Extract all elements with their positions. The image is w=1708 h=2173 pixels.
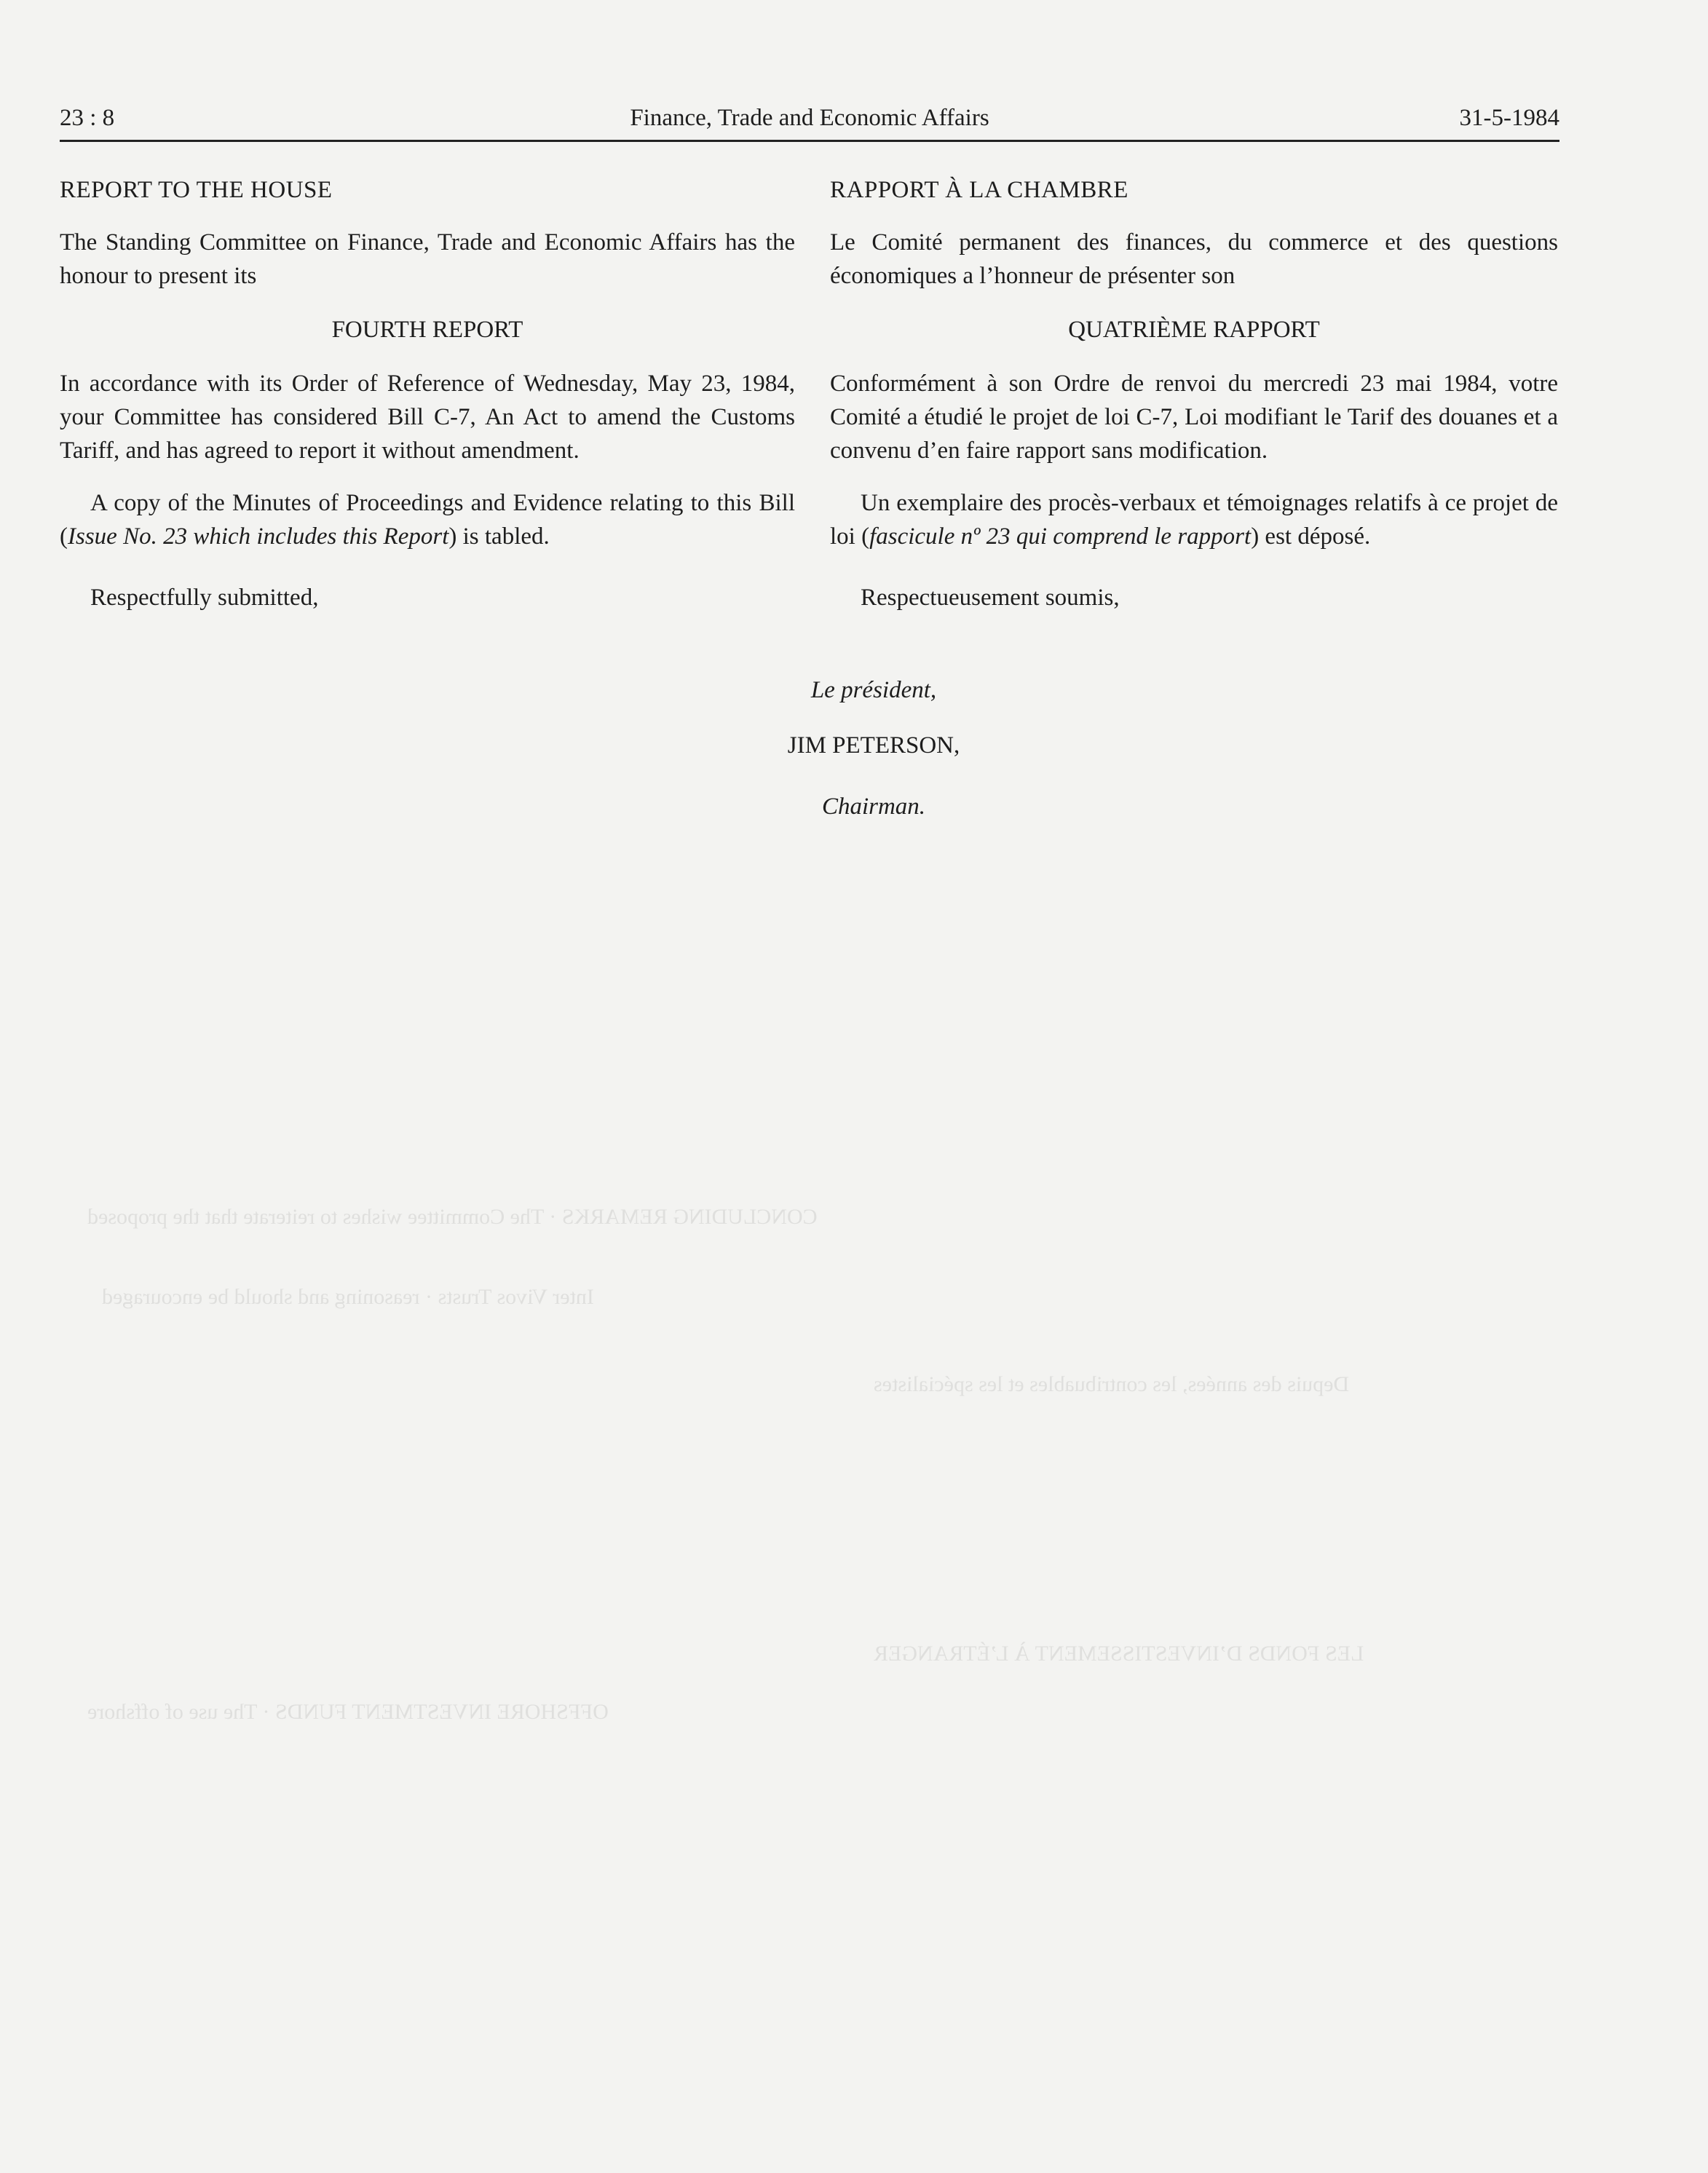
running-title: Finance, Trade and Economic Affairs (630, 105, 989, 131)
show-through-text: Inter Vivos Trusts · reasoning and should be encouraged (102, 1285, 594, 1309)
english-column (60, 173, 795, 614)
page-header (60, 102, 1559, 138)
body-paragraph-fr: Conformément à son Ordre de renvoi du mercredi 23 mai 1984, votre Comité a étudié le projet de loi C-7, Loi modifiant le Tarif des douanes et a convenu d’en faire rapport sans modification. (830, 371, 1558, 464)
report-heading: REPORT TO THE HOUSE (60, 177, 333, 203)
copy-paragraph: A copy of the Minutes of Proceedings and Evidence relating to this Bill (Issue No. 23 which includes this Report) is tabled. (60, 490, 795, 550)
intro-paragraph: The Standing Committee on Finance, Trade and Economic Affairs has the honour to present its (60, 229, 795, 289)
signature-name: JIM PETERSON, (787, 732, 960, 759)
signature-title-en: Chairman. (821, 793, 926, 820)
show-through-text: Depuis des années, les contribuables et les spécialistes (874, 1372, 1350, 1396)
show-through-text: LES FONDS D’INVESTISSEMENT À L’ÉTRANGER (874, 1642, 1364, 1666)
show-through-text: OFFSHORE INVESTMENT FUNDS · The use of offshore (87, 1700, 609, 1724)
closing-line-fr: Respectueusement soumis, (861, 585, 1120, 611)
page-number: 23 : 8 (60, 105, 115, 131)
show-through-text: CONCLUDING REMARKS · The Committee wishes to reiterate that the proposed (87, 1205, 818, 1229)
report-heading-fr: RAPPORT À LA CHAMBRE (830, 177, 1128, 203)
signature-title-fr: Le président, (810, 677, 937, 703)
closing-line: Respectfully submitted, (90, 585, 319, 611)
header-rule (60, 140, 1559, 142)
body-paragraph: In accordance with its Order of Reference of Wednesday, May 23, 1984, your Committee has considered Bill C-7, An Act to amend the Customs Tariff, and has agreed to report it without amendment. (60, 371, 795, 464)
french-column (830, 173, 1558, 614)
header-date: 31-5-1984 (1459, 105, 1559, 131)
copy-paragraph-fr: Un exemplaire des procès-verbaux et témoignages relatifs à ce projet de loi (fascicule nº 23 qui comprend le rapport) est déposé. (830, 490, 1558, 550)
report-title: FOURTH REPORT (331, 317, 523, 343)
report-title-fr: QUATRIÈME RAPPORT (1068, 317, 1320, 343)
intro-paragraph-fr: Le Comité permanent des finances, du commerce et des questions économiques a l’honneur de présenter son (830, 229, 1558, 289)
